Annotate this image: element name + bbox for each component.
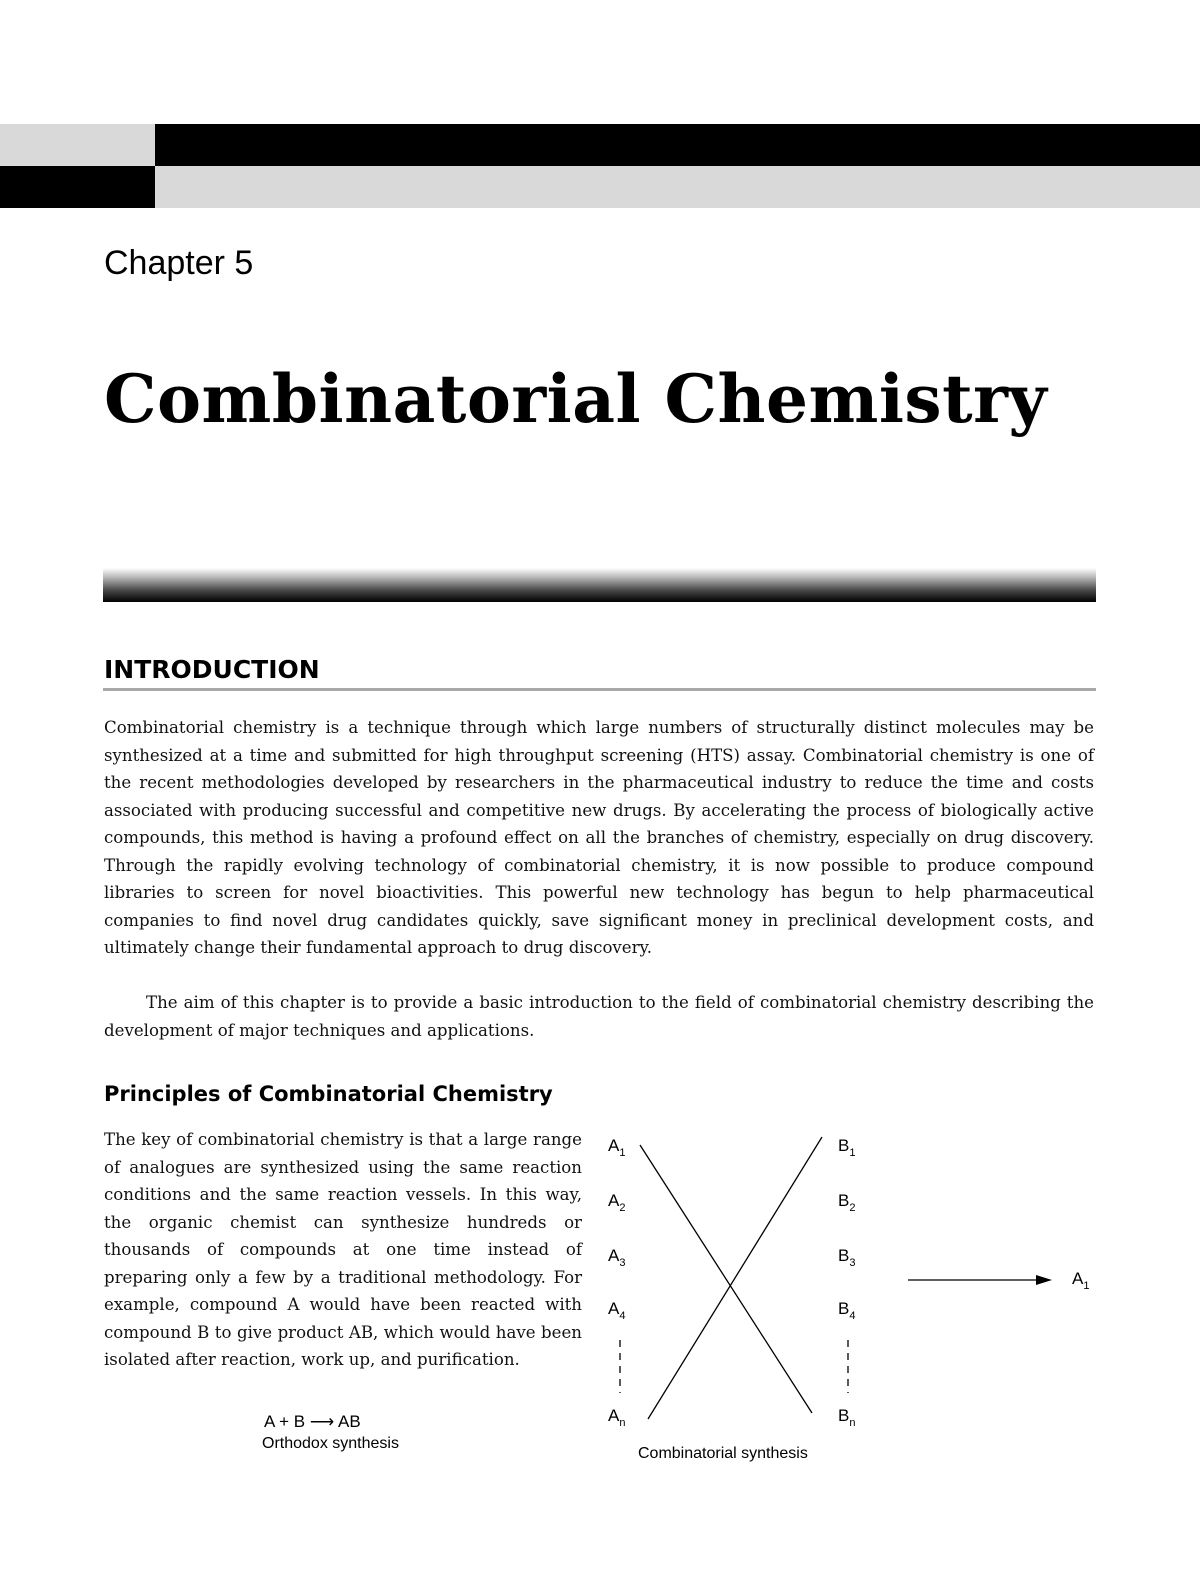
header-band-black-right [155, 124, 1200, 166]
intro-paragraph-2: The aim of this chapter is to provide a basic introduction to the field of combinatorial chemistry describing the development of major techniques and applications. [104, 993, 1094, 1040]
header-band-black-left [0, 166, 155, 208]
product-label: $A_1$ [1072, 1269, 1090, 1292]
subsection-heading-principles: Principles of Combinatorial Chemistry [104, 1082, 553, 1106]
combinatorial-diagram [600, 1125, 1100, 1435]
label-an: $A_n$ [608, 1406, 626, 1429]
label-b1: $B_1$ [838, 1136, 856, 1159]
section-heading-introduction: INTRODUCTION [104, 655, 320, 684]
chapter-label: Chapter 5 [104, 244, 254, 282]
product-arrow-head [1036, 1275, 1052, 1285]
label-a1: $A_1$ [608, 1136, 626, 1159]
label-a2: $A_2$ [608, 1191, 626, 1214]
header-band-gray-left [0, 124, 155, 166]
intro-paragraph-1: Combinatorial chemistry is a technique through which large numbers of structurally distinct molecules may be synthesized at a time and submitted for high throughput screening (HTS) assay. Combinatorial chemistry is one of the recent methodologies developed by researchers in the pharmaceutical industry to reduce the time and costs associated with producing successful and competitive new drugs. By accelerating the process of biologically active compounds, this method is having a profound effect on all the branches of chemistry, especially on drug discovery. Through the rapidly evolving technology of combinatorial chemistry, it is now possible to produce compound libraries to screen for novel bioactivities. This powerful new technology has begun to help pharmaceutical companies to find novel drug candidates quickly, save significant money in preclinical development costs, and ultimately change their fundamental approach to drug discovery. [104, 718, 1094, 957]
title-gradient-bar [103, 568, 1096, 602]
cross-line-an-b1 [648, 1137, 822, 1419]
section-rule [103, 688, 1096, 691]
label-b3: $B_3$ [838, 1246, 856, 1269]
chapter-title: Combinatorial Chemistry [104, 360, 1048, 438]
orthodox-caption: Orthodox synthesis [262, 1435, 399, 1452]
orthodox-equation: A + B ⟶ AB [264, 1412, 361, 1431]
label-b2: $B_2$ [838, 1191, 856, 1214]
label-a3: $A_3$ [608, 1246, 626, 1269]
combinatorial-caption: Combinatorial synthesis [638, 1445, 808, 1462]
label-a4: $A_4$ [608, 1299, 626, 1322]
label-bn: $B_n$ [838, 1406, 856, 1429]
principles-paragraph: The key of combinatorial chemistry is that a large range of analogues are synthesized using the same reaction conditions and the same reaction vessels. In this way, the organic chemist can synthesize hundreds or thousands of compounds at one time instead of preparing only a few by a traditional methodology. For example, compound A would have been reacted with compound B to give product AB, which would have been isolated after reaction, work up, and purification. [104, 1130, 582, 1369]
cross-line-a1-bn [640, 1145, 812, 1413]
label-b4: $B_4$ [838, 1299, 856, 1322]
header-band-gray-right [155, 166, 1200, 208]
